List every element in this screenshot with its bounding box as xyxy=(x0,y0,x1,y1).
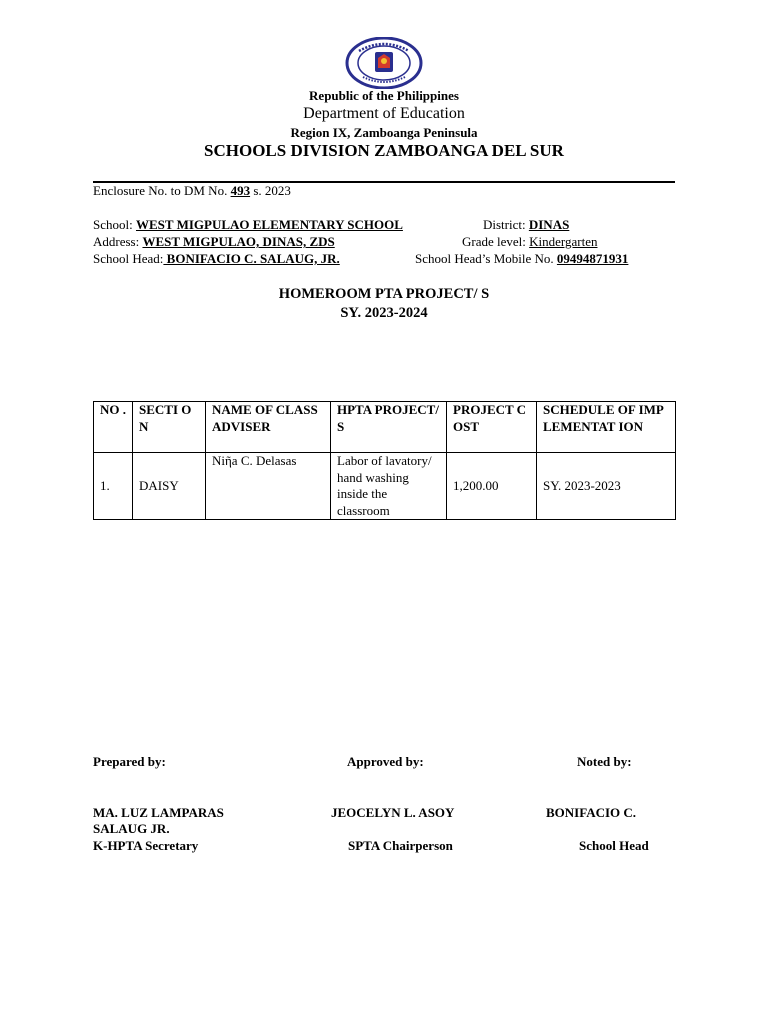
column-header-adviser: NAME OF CLASS ADVISER xyxy=(206,402,331,453)
mobile-number: 09494871931 xyxy=(556,251,629,266)
table-row xyxy=(94,453,676,520)
noted-by-name: BONIFACIO C. xyxy=(546,805,637,820)
prepared-by-label: Prepared by: xyxy=(93,754,166,769)
approved-by-role: SPTA Chairperson xyxy=(348,838,453,853)
school-head-line xyxy=(93,251,340,267)
approved-by-label: Approved by: xyxy=(347,754,424,769)
enclosure-prefix: Enclosure No. to DM No. xyxy=(93,183,231,198)
dm-number: 493 xyxy=(230,183,251,198)
cell-no: 1. xyxy=(94,453,133,520)
column-header-section: SECTI ON xyxy=(133,402,206,453)
district-label: District: xyxy=(483,217,529,232)
address-value: WEST MIGPULAO, DINAS, ZDS xyxy=(142,234,335,249)
republic-line: Republic of the Philippines xyxy=(309,88,459,103)
grade-label: Grade level: xyxy=(462,234,530,249)
school-year-title: SY. 2023-2024 xyxy=(340,305,428,321)
cell-section: DAISY xyxy=(133,453,206,520)
school-line xyxy=(93,217,403,233)
hpta-projects-table xyxy=(93,401,676,520)
noted-by-label: Noted by: xyxy=(577,754,632,769)
cell-project: Labor of lavatory/ hand washing inside the classroom xyxy=(331,453,447,520)
noted-by-name-continued: SALAUG JR. xyxy=(93,821,170,836)
enclosure-suffix: s. 2023 xyxy=(250,183,291,198)
document-title: HOMEROOM PTA PROJECT/ S xyxy=(278,286,490,302)
district-name: DINAS xyxy=(528,217,570,232)
column-header-schedule: SCHEDULE OF IMPLEMENTAT ION xyxy=(537,402,676,453)
cell-schedule: SY. 2023-2023 xyxy=(537,453,676,520)
grade-value: Kindergarten xyxy=(529,234,598,249)
column-header-project: HPTA PROJECT/S xyxy=(331,402,447,453)
cell-cost: 1,200.00 xyxy=(447,453,537,520)
mobile-line xyxy=(415,251,628,267)
column-header-no: NO . xyxy=(94,402,133,453)
column-header-cost: PROJECT COST xyxy=(447,402,537,453)
school-head-label: School Head: xyxy=(93,251,164,266)
school-label: School: xyxy=(93,217,136,232)
school-name: WEST MIGPULAO ELEMENTARY SCHOOL xyxy=(135,217,403,232)
table-header-row xyxy=(94,402,676,453)
district-line xyxy=(483,217,569,233)
cell-adviser: Niῆa C. Delasas xyxy=(206,453,331,520)
address-label: Address: xyxy=(93,234,143,249)
approved-by-name: JEOCELYN L. ASOY xyxy=(331,805,455,820)
deped-seal-logo xyxy=(345,37,423,89)
grade-level-line xyxy=(462,234,598,250)
department-line: Department of Education xyxy=(303,105,465,122)
enclosure-line xyxy=(93,183,291,199)
mobile-label: School Head’s Mobile No. xyxy=(415,251,557,266)
school-head-name: BONIFACIO C. SALAUG, JR. xyxy=(163,251,340,266)
region-line: Region IX, Zamboanga Peninsula xyxy=(290,125,478,140)
division-line: SCHOOLS DIVISION ZAMBOANGA DEL SUR xyxy=(204,141,564,160)
address-line xyxy=(93,234,335,250)
prepared-by-role: K-HPTA Secretary xyxy=(93,838,199,853)
prepared-by-name: MA. LUZ LAMPARAS xyxy=(93,805,224,820)
noted-by-role: School Head xyxy=(579,838,649,853)
